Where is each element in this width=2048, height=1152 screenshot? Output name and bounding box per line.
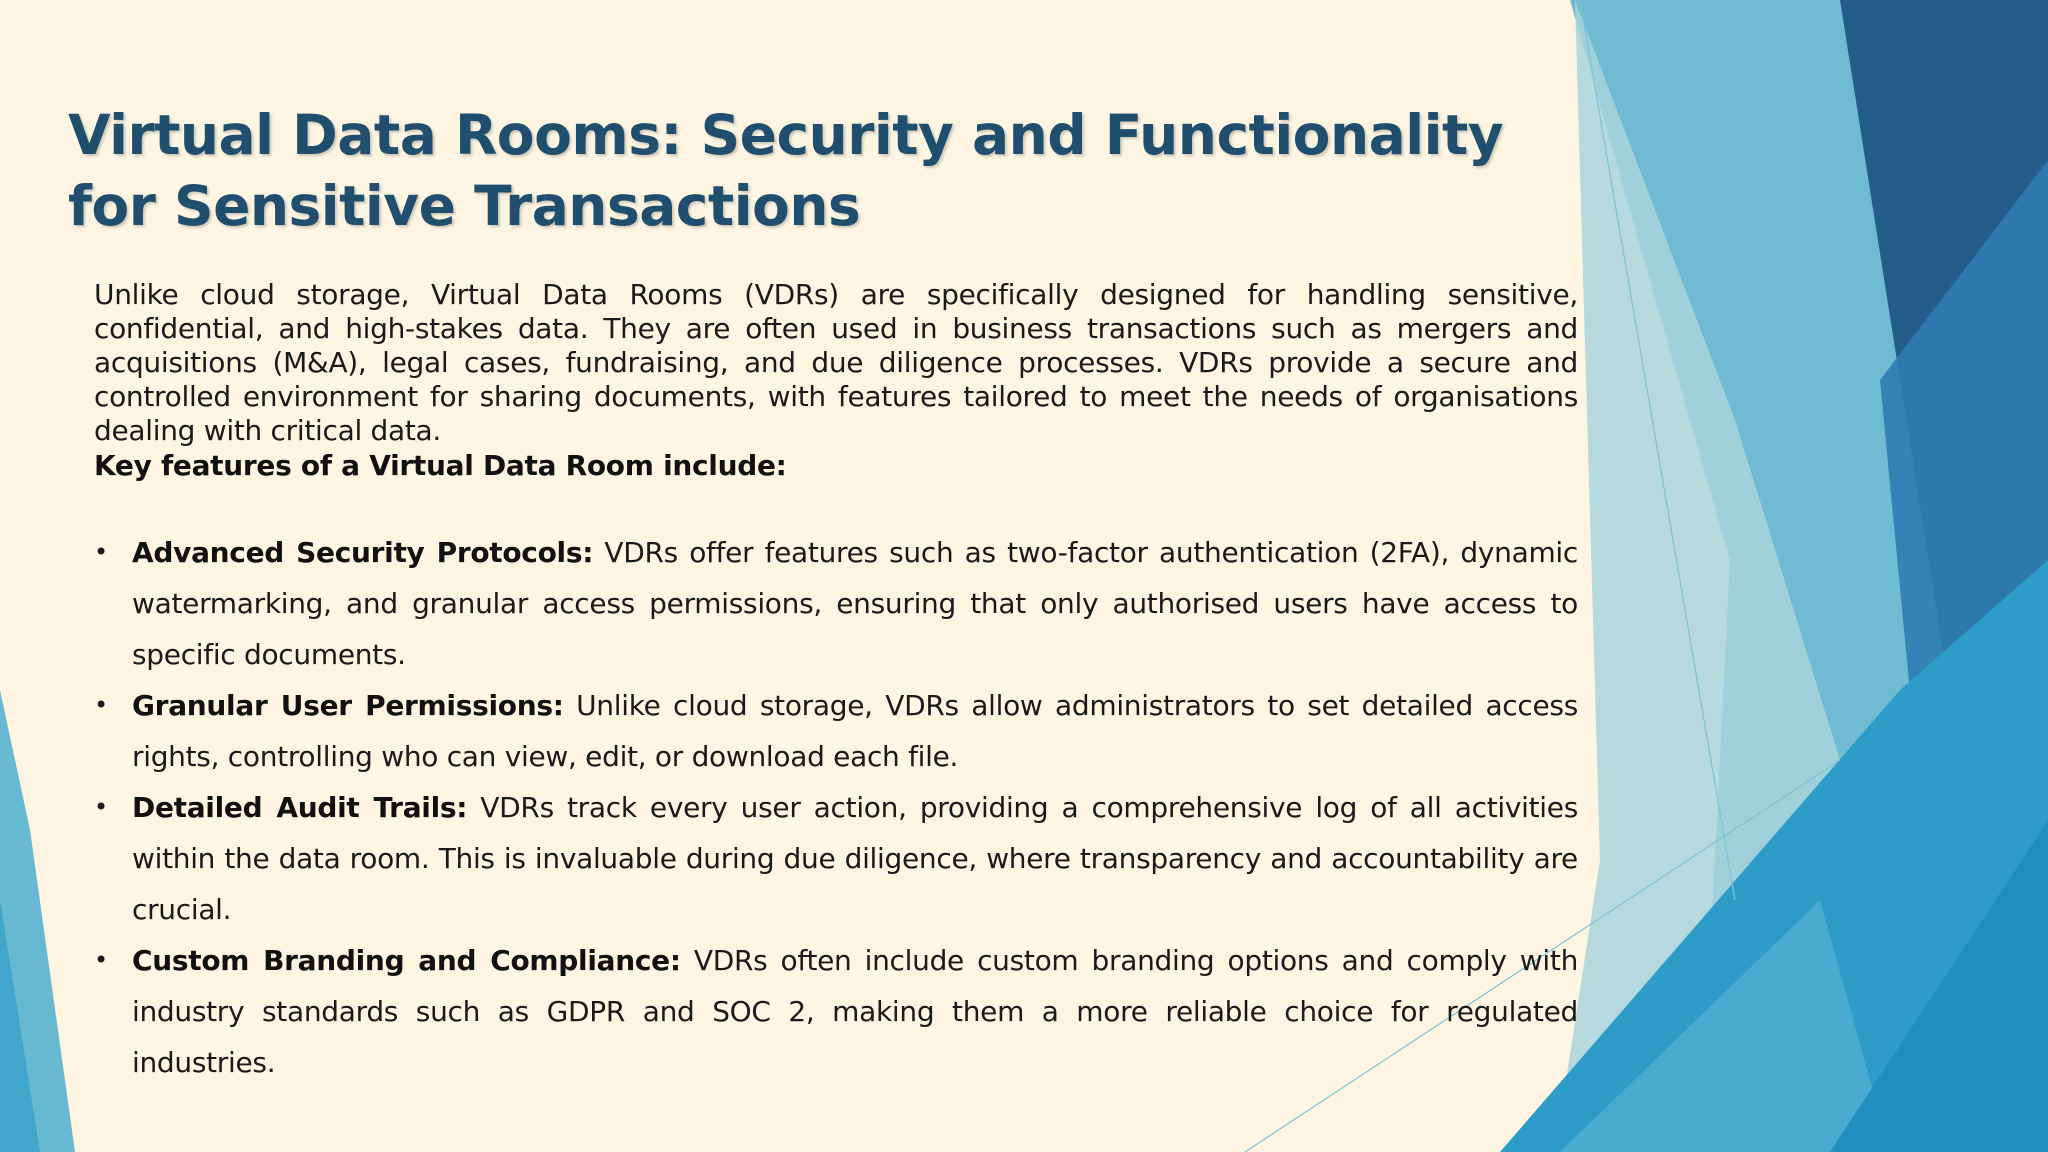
- feature-title: Custom Branding and Compliance:: [132, 944, 681, 977]
- bullet-icon: •: [94, 793, 108, 821]
- intro-paragraph: Unlike cloud storage, Virtual Data Rooms (VDRs) are specifically designed for handling sensitive, confidential, and high-stakes data. They are often used in business transactions such as mergers and acquisitions (M&A), legal cases, fundraising, and due diligence processes. VDRs provide a secure and controlled environment for sharing documents, with features tailored to meet the needs of organisations dealing with critical data.: [94, 278, 1578, 447]
- bullet-icon: •: [94, 691, 108, 719]
- feature-item-branding-compliance: [94, 935, 1578, 1088]
- feature-title: Advanced Security Protocols:: [132, 536, 594, 569]
- bullet-icon: •: [94, 538, 108, 566]
- key-features-heading: Key features of a Virtual Data Room include:: [94, 449, 787, 482]
- feature-item-audit-trails: [94, 782, 1578, 935]
- feature-description: VDRs often include custom branding options and comply with industry standards such as GDPR and SOC 2, making them a more reliable choice for regulated industries.: [132, 944, 1579, 1079]
- features-list: [94, 527, 1578, 1088]
- feature-description: VDRs offer features such as two-factor authentication (2FA), dynamic watermarking, and granular access permissions, ensuring that only authorised users have access to specific documents.: [132, 536, 1578, 671]
- feature-description: Unlike cloud storage, VDRs allow administrators to set detailed access rights, controlling who can view, edit, or download each file.: [132, 689, 1579, 773]
- bullet-icon: •: [94, 946, 108, 974]
- feature-title: Detailed Audit Trails:: [132, 791, 468, 824]
- feature-description: VDRs track every user action, providing a comprehensive log of all activities within the data room. This is invaluable during due diligence, where transparency and accountability are crucial.: [132, 791, 1578, 926]
- feature-title: Granular User Permissions:: [132, 689, 564, 722]
- feature-item-user-permissions: [94, 680, 1578, 782]
- slide-title: Virtual Data Rooms: Security and Functionality for Sensitive Transactions: [68, 103, 1504, 238]
- feature-item-security-protocols: [94, 527, 1578, 680]
